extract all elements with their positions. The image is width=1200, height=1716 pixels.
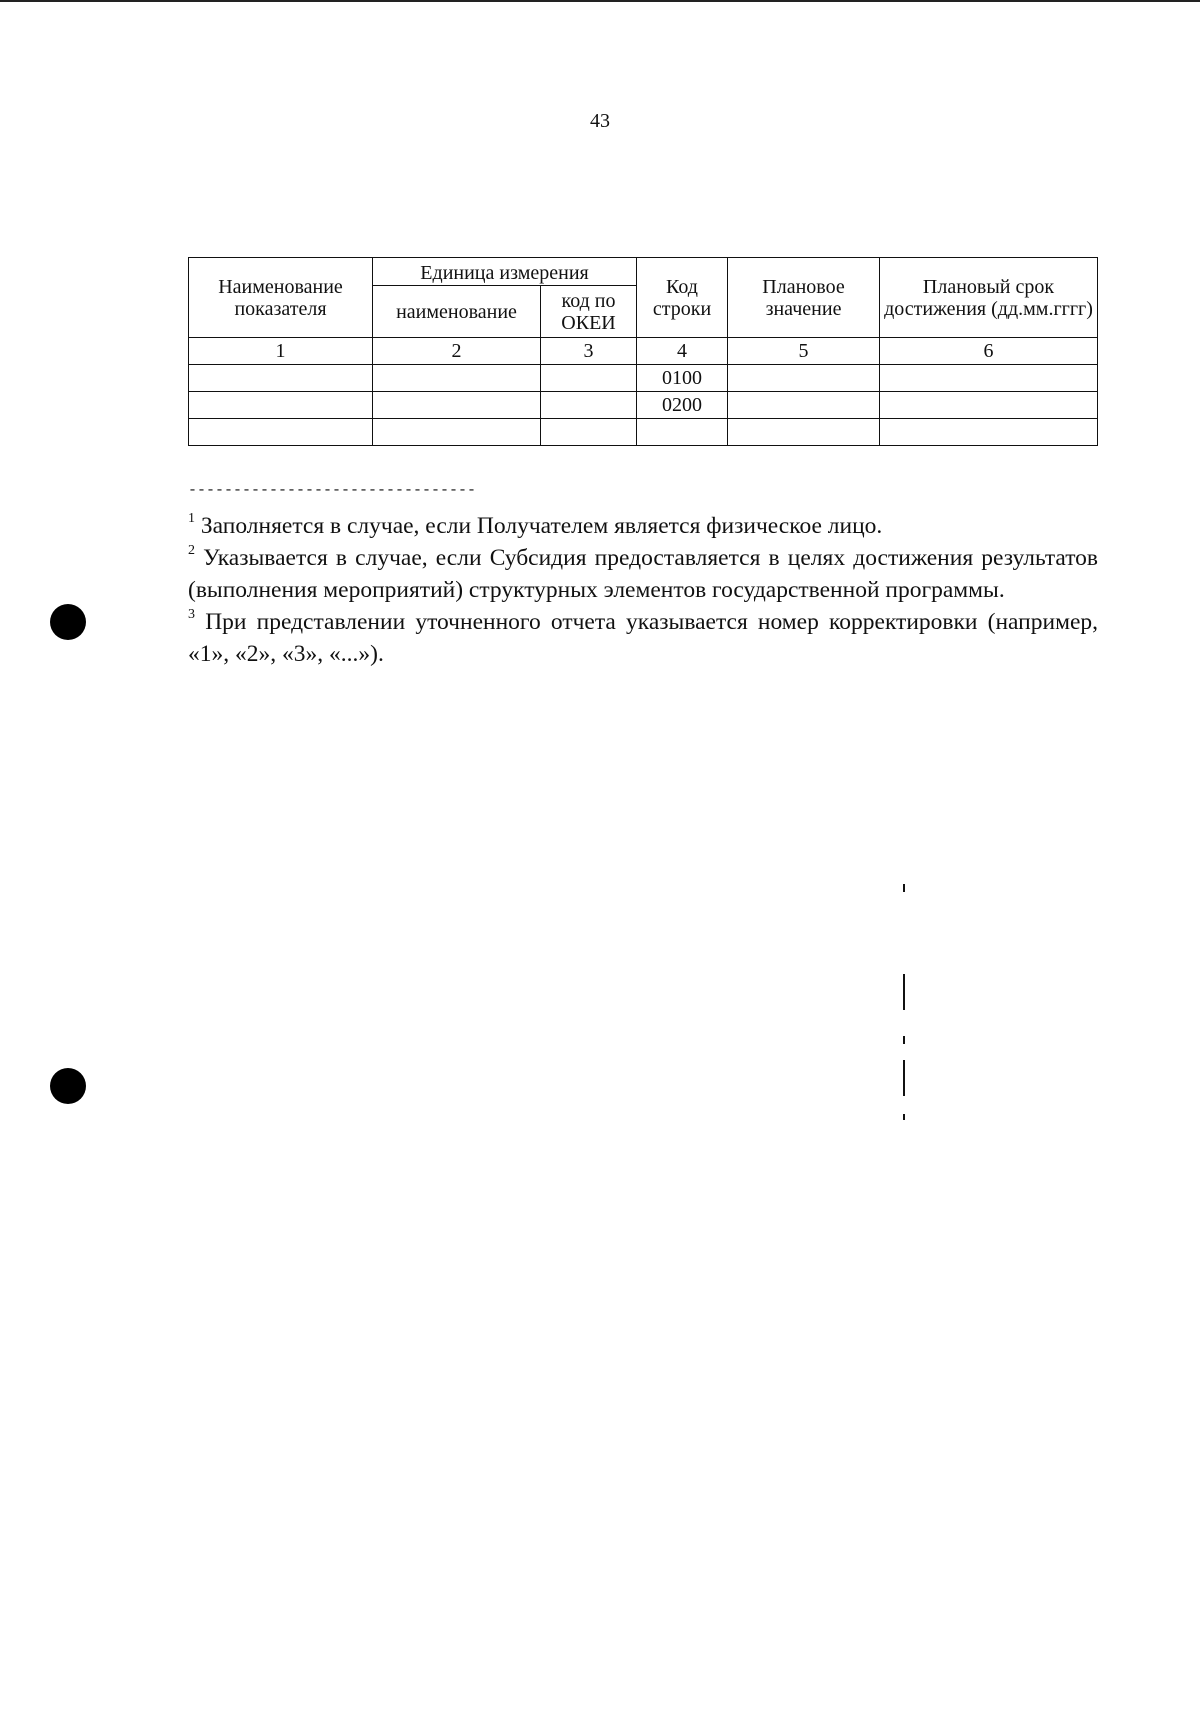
table-row [189,419,1098,446]
page-number: 43 [590,110,610,132]
footnote-text: Заполняется в случае, если Получателем является физическое лицо. [200,513,883,539]
footnote-text: Указывается в случае, если Субсидия предоставляется в целях достижения результатов (выполнения мероприятий) структурных элементов государственной программы. [188,545,1099,603]
table-cell [189,365,373,392]
footnote-1 [188,510,1098,542]
table-cell-row-code [637,419,728,446]
table-cell [880,392,1098,419]
footnote-divider: -------------------------------- [188,482,477,499]
table-cell-row-code: 0100 [637,365,728,392]
indicator-table [188,257,1098,446]
header-planned-deadline: Плановый срок достижения (дд.мм.гггг) [880,258,1098,338]
table-cell [189,392,373,419]
table-cell [880,365,1098,392]
table-cell [541,365,637,392]
header-indicator-name: Наименование показателя [189,258,373,338]
column-number: 3 [541,338,637,365]
footnote-2 [188,542,1098,606]
scan-top-edge [0,0,1200,2]
table-row [189,392,1098,419]
table-cell [541,419,637,446]
footnote-text: При представлении уточненного отчета указывается номер корректировки (например, «1», «2», «3», «...»). [188,609,1099,667]
header-unit-name: наименование [373,286,541,338]
table-cell [189,419,373,446]
footnotes [188,482,1098,670]
table-cell [880,419,1098,446]
table-cell [728,392,880,419]
header-planned-value: Плановое значение [728,258,880,338]
punch-hole [50,1068,86,1104]
table-cell [373,365,541,392]
header-unit-okei: код по ОКЕИ [541,286,637,338]
punch-hole [50,604,86,640]
column-number: 4 [637,338,728,365]
scan-artifact [903,884,905,892]
footnote-mark: 2 [188,543,195,559]
header-unit-group: Единица измерения [373,258,637,286]
table-cell-row-code: 0200 [637,392,728,419]
table-cell [373,392,541,419]
header-row-code: Код строки [637,258,728,338]
scan-artifact [903,1060,905,1096]
column-number-row [189,338,1098,365]
scan-artifact [903,1114,905,1120]
table-cell [728,365,880,392]
table-row [189,365,1098,392]
column-number: 6 [880,338,1098,365]
footnote-3 [188,606,1098,670]
table-cell [541,392,637,419]
footnote-mark: 3 [188,607,195,623]
footnote-mark: 1 [188,511,195,527]
table-cell [728,419,880,446]
column-number: 1 [189,338,373,365]
table-cell [373,419,541,446]
scan-artifact [903,1036,905,1044]
column-number: 5 [728,338,880,365]
scan-artifact [903,974,905,1010]
column-number: 2 [373,338,541,365]
